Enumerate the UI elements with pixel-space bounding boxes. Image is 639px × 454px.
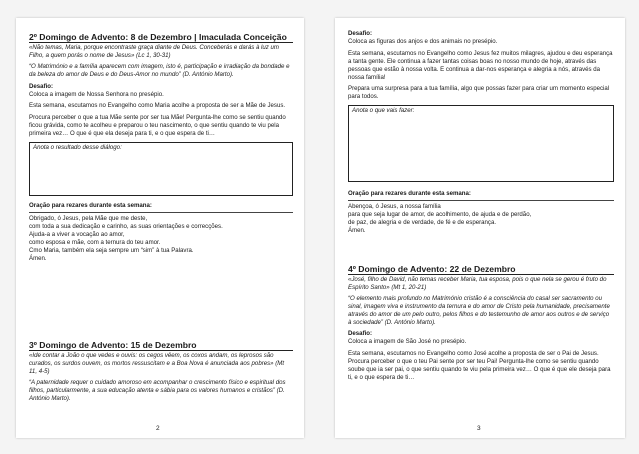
divider bbox=[29, 212, 293, 213]
challenge-title: Desafio: bbox=[348, 330, 373, 338]
paragraph: Esta semana, escutamos no Evangelho como José acolhe a proposta de ser o Pai de Jesus. Procura perceber o que o teu Pai sente por ser teu Pai! Pergunta-lhe como se sentiu quando soube que ia ser pai, o que sentiu quando te viu pela primeira vez… O que é que ele deseja para ti, e o que espera de ti… bbox=[348, 350, 611, 381]
page-number: 2 bbox=[156, 425, 160, 432]
notes-box[interactable] bbox=[348, 105, 614, 182]
challenge-title: Desafio: bbox=[348, 30, 373, 37]
paragraph: Prepara uma surpresa para a tua família, algo que possas fazer para criar um momento especial para todos. bbox=[348, 85, 610, 101]
prayer-line: Ajuda-a a viver a vocação ao amor, bbox=[29, 230, 125, 238]
page-number: 3 bbox=[477, 425, 481, 432]
gospel-quote: «José, filho de David, não temas receber Maria, tua esposa, pois o que nela se gerou é fruto do Espírito Santo» (Mt 1, 20-21) bbox=[348, 276, 607, 291]
section-advent-3 bbox=[29, 340, 293, 402]
notes-box[interactable] bbox=[29, 142, 293, 196]
prayer-line: Cmo Maria, também ela seja sempre um “sim” à tua Palavra. bbox=[29, 246, 194, 254]
prayer-line: Ámen. bbox=[29, 254, 47, 262]
challenge-text: Coloca a imagem de Nossa Senhora no presépio. bbox=[29, 90, 164, 98]
paragraph: Esta semana, escutamos no Evangelho como Maria acolhe a proposta de ser a Mãe de Jesus. bbox=[29, 102, 286, 110]
notes-box-label: Anota o que vais fazer: bbox=[352, 107, 415, 115]
challenge-text: Coloca as figuras dos anjos e dos animais no presépio. bbox=[348, 37, 498, 45]
prayer-line: com toda a sua dedicação e carinho, as suas orientações e correcções. bbox=[29, 222, 223, 230]
section-heading: 2º Domingo de Advento: 8 de Dezembro | Imaculada Conceição bbox=[29, 32, 293, 43]
notes-box-label: Anota o resultado desse diálogo: bbox=[33, 144, 122, 152]
paragraph: Procura perceber o que a tua Mãe sente por ser tua Mãe! Pergunta-lhe como se sentiu quando ficou grávida, como te acolheu e preparou o teu nascimento, o que sentiu quando te viu pela primeira vez… O que é que ela deseja para ti, e o que espera de ti… bbox=[29, 114, 286, 138]
prayer-lines bbox=[348, 203, 614, 235]
challenge-text: Coloca a imagem de São José no presépio. bbox=[348, 338, 467, 346]
prayer-line: Obrigado, ó Jesus, pela Mãe que me deste, bbox=[29, 214, 148, 222]
bishop-quote: “O elemento mais profundo no Matrimónio cristão é a consciência do casal ser sacramento ou sinal, imagem viva e instrumento da ternura e do amor de Cristo pela humanidade, precisamente através do amor de um pelo outro, pelos filhos e do testemunho de amor aos outros e de serviço à sociedade” (D. António Marto). bbox=[348, 294, 610, 326]
prayer-line: Abençoa, ó Jesus, a nossa família bbox=[348, 203, 441, 211]
prayer-line: como esposa e mãe, com a ternura do teu amor. bbox=[29, 238, 161, 246]
divider bbox=[348, 200, 614, 201]
prayer-lines bbox=[29, 215, 293, 262]
section-advent-2 bbox=[29, 32, 293, 262]
paragraph: Esta semana, escutamos no Evangelho como Jesus fez muitos milagres, ajudou e deu esperança a tanta gente. Ele continua a fazer tantas coisas boas no nosso mundo de hoje, através das pessoas que estão à nossa volta. E continua a dar-nos esperança e alegria a nós, através da nossa família! bbox=[348, 49, 613, 81]
prayer-title: Oração para rezares durante esta semana: bbox=[29, 202, 152, 210]
prayer-title: Oração para rezares durante esta semana: bbox=[348, 190, 471, 198]
prayer-line: de paz, de alegria e de verdade, de fé e de esperança. bbox=[348, 218, 497, 226]
section-heading: 4º Domingo de Advento: 22 de Dezembro bbox=[348, 264, 614, 275]
bishop-quote: “A paternidade requer o cuidado amoroso em acompanhar o crescimento físico e espiritual dos filhos, particularmente, a sua educação atenta e sábia para os valores humanos e cristãos” (D. António Marto). bbox=[29, 378, 286, 402]
page-right bbox=[335, 18, 625, 438]
section-advent-3-cont bbox=[348, 30, 614, 235]
challenge-title: Desafio: bbox=[29, 82, 54, 90]
prayer-line: Ámen. bbox=[348, 226, 366, 234]
gospel-quote: «Ide contar a João o que vedes e ouvis: os cegos vêem, os coxos andam, os leprosos são curados, os surdos ouvem, os mortos ressuscitam e a Boa Nova é anunciada aos pobres» (Mt 11, 4-5) bbox=[29, 352, 285, 375]
prayer-line: para que seja lugar de amor, de acolhimento, de ajuda e de perdão, bbox=[348, 211, 532, 219]
section-heading: 3º Domingo de Advento: 15 de Dezembro bbox=[29, 340, 293, 351]
bishop-quote: “O Matrimónio e a família aparecem com imagem, isto é, participação e irradiação da bondade e da beleza do amor de Deus e do Deus-Amor no mundo” (D. António Marto). bbox=[29, 62, 290, 78]
section-advent-4 bbox=[348, 264, 614, 382]
gospel-quote: «Não temas, Maria, porque encontraste graça diante de Deus. Conceberás e darás à luz um Filho, a quem porás o nome de Jesus» (Lc 1, 30-31) bbox=[29, 44, 279, 59]
page-left bbox=[16, 18, 304, 438]
